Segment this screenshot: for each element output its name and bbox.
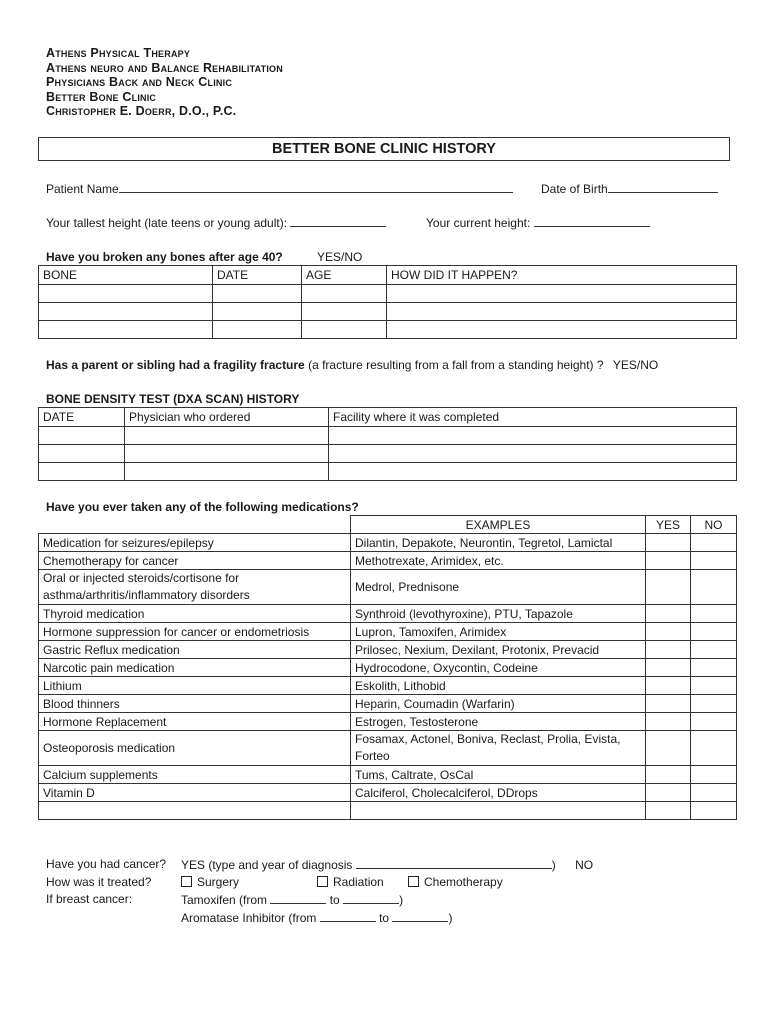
no-cell[interactable] <box>691 552 737 570</box>
yes-cell[interactable] <box>646 659 691 677</box>
table-header-row <box>39 266 737 285</box>
tamoxifen-from-field[interactable] <box>270 892 326 904</box>
yes-cell[interactable] <box>646 695 691 713</box>
had-cancer-yes-text: YES (type and year of diagnosis <box>181 858 353 872</box>
yes-cell[interactable] <box>646 713 691 731</box>
medication-name: Narcotic pain medication <box>39 659 351 677</box>
table-cell[interactable] <box>213 303 302 321</box>
fragility-question-rest: (a fracture resulting from a fall from a standing height) ? <box>308 358 604 372</box>
broken-bones-table <box>38 265 737 339</box>
medications-table <box>38 515 737 820</box>
no-cell[interactable] <box>691 784 737 802</box>
medication-name: Gastric Reflux medication <box>39 641 351 659</box>
col-header-yes: YES <box>646 516 691 534</box>
table-cell[interactable] <box>39 303 213 321</box>
medication-examples: Lupron, Tamoxifen, Arimidex <box>351 623 646 641</box>
no-cell[interactable] <box>691 695 737 713</box>
col-header-date: DATE <box>213 266 302 285</box>
col-header-how: HOW DID IT HAPPEN? <box>387 266 737 285</box>
medication-examples: Calciferol, Cholecalciferol, DDrops <box>351 784 646 802</box>
table-header-row <box>39 516 737 534</box>
letterhead-line-2: Athens neuro and Balance Rehabilitation <box>46 60 283 75</box>
medication-name: Medication for seizures/epilepsy <box>39 534 351 552</box>
had-cancer-label: Have you had cancer? <box>46 857 167 871</box>
no-cell[interactable] <box>691 534 737 552</box>
fragility-question <box>46 358 658 372</box>
medication-examples: Eskolith, Lithobid <box>351 677 646 695</box>
yes-cell[interactable] <box>646 641 691 659</box>
table-cell[interactable] <box>302 285 387 303</box>
no-cell[interactable] <box>691 766 737 784</box>
table-cell[interactable] <box>387 321 737 339</box>
current-height-field[interactable] <box>534 215 650 227</box>
table-row <box>39 534 737 552</box>
tamoxifen-row <box>181 892 403 907</box>
no-cell[interactable] <box>691 570 737 605</box>
no-cell[interactable] <box>691 623 737 641</box>
medication-examples: Hydrocodone, Oxycontin, Codeine <box>351 659 646 677</box>
col-header-bone: BONE <box>39 266 213 285</box>
yes-cell[interactable] <box>646 784 691 802</box>
yes-cell[interactable] <box>646 552 691 570</box>
dxa-heading: BONE DENSITY TEST (DXA SCAN) HISTORY <box>46 392 300 406</box>
table-cell[interactable] <box>387 285 737 303</box>
yes-cell[interactable] <box>646 570 691 605</box>
table-header-row <box>39 408 737 427</box>
yes-cell[interactable] <box>646 623 691 641</box>
medication-examples: Medrol, Prednisone <box>351 570 646 605</box>
letterhead-line-3: Physicians Back and Neck Clinic <box>46 75 233 89</box>
table-cell[interactable] <box>213 321 302 339</box>
treatment-label: Surgery <box>197 875 240 889</box>
treated-label: How was it treated? <box>46 875 152 889</box>
diagnosis-field[interactable] <box>356 857 552 869</box>
table-row <box>39 463 737 481</box>
table-cell[interactable] <box>39 463 125 481</box>
had-cancer-no[interactable]: NO <box>575 858 594 872</box>
medication-examples: Synthroid (levothyroxine), PTU, Tapazole <box>351 605 646 623</box>
checkbox-icon[interactable] <box>408 876 419 887</box>
medication-examples: Heparin, Coumadin (Warfarin) <box>351 695 646 713</box>
table-row <box>39 784 737 802</box>
table-row <box>39 695 737 713</box>
patient-name-field[interactable] <box>119 181 513 193</box>
yes-cell[interactable] <box>646 731 691 766</box>
medication-name: Lithium <box>39 677 351 695</box>
medication-name: Hormone Replacement <box>39 713 351 731</box>
treatment-label: Radiation <box>333 875 384 889</box>
medication-name: Blood thinners <box>39 695 351 713</box>
form-title: BETTER BONE CLINIC HISTORY <box>38 137 730 161</box>
table-row <box>39 321 737 339</box>
table-cell[interactable] <box>329 427 737 445</box>
letterhead-line-4: Better Bone Clinic <box>46 89 157 104</box>
table-cell[interactable] <box>39 427 125 445</box>
dob-label: Date of Birth <box>541 182 608 196</box>
table-cell[interactable] <box>329 463 737 481</box>
letterhead-line-1: Athens Physical Therapy <box>46 46 191 60</box>
table-row <box>39 552 737 570</box>
letterhead <box>46 46 283 119</box>
no-cell[interactable] <box>691 713 737 731</box>
medications-question: Have you ever taken any of the following medications? <box>46 500 359 514</box>
medication-name: Calcium supplements <box>39 766 351 784</box>
yes-cell[interactable] <box>646 766 691 784</box>
table-row <box>39 677 737 695</box>
fragility-question-bold: Has a parent or sibling had a fragility fracture <box>46 358 305 372</box>
dxa-table <box>38 407 737 481</box>
medication-examples: Dilantin, Depakote, Neurontin, Tegretol, Lamictal <box>351 534 646 552</box>
treatment-radiation[interactable] <box>317 875 384 889</box>
table-cell[interactable] <box>39 445 125 463</box>
col-header-no: NO <box>691 516 737 534</box>
table-row <box>39 303 737 321</box>
table-cell[interactable] <box>329 445 737 463</box>
aromatase-to-field[interactable] <box>392 910 448 922</box>
table-cell[interactable] <box>302 321 387 339</box>
close-paren: ) <box>399 893 404 907</box>
tamoxifen-label: Tamoxifen (from <box>181 893 268 907</box>
medication-examples <box>351 802 646 820</box>
checkbox-icon[interactable] <box>181 876 192 887</box>
medication-name: Vitamin D <box>39 784 351 802</box>
medication-examples: Estrogen, Testosterone <box>351 713 646 731</box>
yes-cell[interactable] <box>646 802 691 820</box>
table-cell[interactable] <box>125 463 329 481</box>
to-label: to <box>379 911 390 925</box>
close-paren: ) <box>448 911 453 925</box>
table-cell[interactable] <box>39 321 213 339</box>
no-cell[interactable] <box>691 659 737 677</box>
table-row <box>39 731 737 766</box>
broken-bones-question: Have you broken any bones after age 40? <box>46 250 283 264</box>
table-row <box>39 713 737 731</box>
yes-cell[interactable] <box>646 534 691 552</box>
yes-cell[interactable] <box>646 677 691 695</box>
no-cell[interactable] <box>691 802 737 820</box>
no-cell[interactable] <box>691 677 737 695</box>
yes-cell[interactable] <box>646 605 691 623</box>
medication-examples: Fosamax, Actonel, Boniva, Reclast, Prolia, Evista, Forteo <box>351 731 646 766</box>
broken-bones-yes-no[interactable]: YES/NO <box>317 250 363 264</box>
patient-name-row <box>46 181 513 196</box>
dob-row <box>541 181 718 196</box>
treatment-label: Chemotherapy <box>424 875 503 889</box>
tallest-height-field[interactable] <box>290 215 386 227</box>
medication-name: Thyroid medication <box>39 605 351 623</box>
col-header-date: DATE <box>39 408 125 427</box>
table-row <box>39 623 737 641</box>
current-height-label: Your current height: <box>426 216 531 230</box>
table-row <box>39 641 737 659</box>
aromatase-from-field[interactable] <box>320 910 376 922</box>
table-cell[interactable] <box>387 303 737 321</box>
patient-name-label: Patient Name <box>46 182 119 196</box>
table-row <box>39 427 737 445</box>
had-cancer-yes-row <box>181 857 593 872</box>
no-cell[interactable] <box>691 641 737 659</box>
table-row <box>39 445 737 463</box>
tallest-height-label: Your tallest height (late teens or young adult): <box>46 216 288 230</box>
treatment-surgery[interactable] <box>181 875 239 889</box>
close-paren: ) <box>551 858 556 872</box>
table-row <box>39 802 737 820</box>
medication-examples: Prilosec, Nexium, Dexilant, Protonix, Prevacid <box>351 641 646 659</box>
fragility-yes-no[interactable]: YES/NO <box>612 358 659 372</box>
current-height-row <box>426 215 650 230</box>
aromatase-row <box>181 910 452 925</box>
table-row <box>39 766 737 784</box>
checkbox-icon[interactable] <box>317 876 328 887</box>
table-cell[interactable] <box>125 427 329 445</box>
col-header-physician: Physician who ordered <box>125 408 329 427</box>
table-cell[interactable] <box>125 445 329 463</box>
medication-name <box>39 802 351 820</box>
no-cell[interactable] <box>691 731 737 766</box>
breast-cancer-label: If breast cancer: <box>46 892 133 906</box>
aromatase-label: Aromatase Inhibitor (from <box>181 911 317 925</box>
table-row <box>39 285 737 303</box>
blank-header-cell <box>39 516 351 534</box>
table-row <box>39 570 737 605</box>
medication-name: Chemotherapy for cancer <box>39 552 351 570</box>
no-cell[interactable] <box>691 605 737 623</box>
letterhead-line-5: Christopher E. Doerr, D.O., P.C. <box>46 104 237 118</box>
table-cell[interactable] <box>302 303 387 321</box>
table-cell[interactable] <box>39 285 213 303</box>
table-row <box>39 659 737 677</box>
tallest-height-row <box>46 215 386 230</box>
table-row <box>39 605 737 623</box>
col-header-examples: EXAMPLES <box>351 516 646 534</box>
medication-examples: Methotrexate, Arimidex, etc. <box>351 552 646 570</box>
col-header-age: AGE <box>302 266 387 285</box>
dob-field[interactable] <box>608 181 718 193</box>
table-cell[interactable] <box>213 285 302 303</box>
tamoxifen-to-field[interactable] <box>343 892 399 904</box>
medication-examples: Tums, Caltrate, OsCal <box>351 766 646 784</box>
medication-name: Hormone suppression for cancer or endometriosis <box>39 623 351 641</box>
treatment-chemotherapy[interactable] <box>408 875 503 889</box>
col-header-facility: Facility where it was completed <box>329 408 737 427</box>
to-label: to <box>329 893 340 907</box>
medication-name: Osteoporosis medication <box>39 731 351 766</box>
medication-name: Oral or injected steroids/cortisone for asthma/arthritis/inflammatory disorders <box>39 570 351 605</box>
